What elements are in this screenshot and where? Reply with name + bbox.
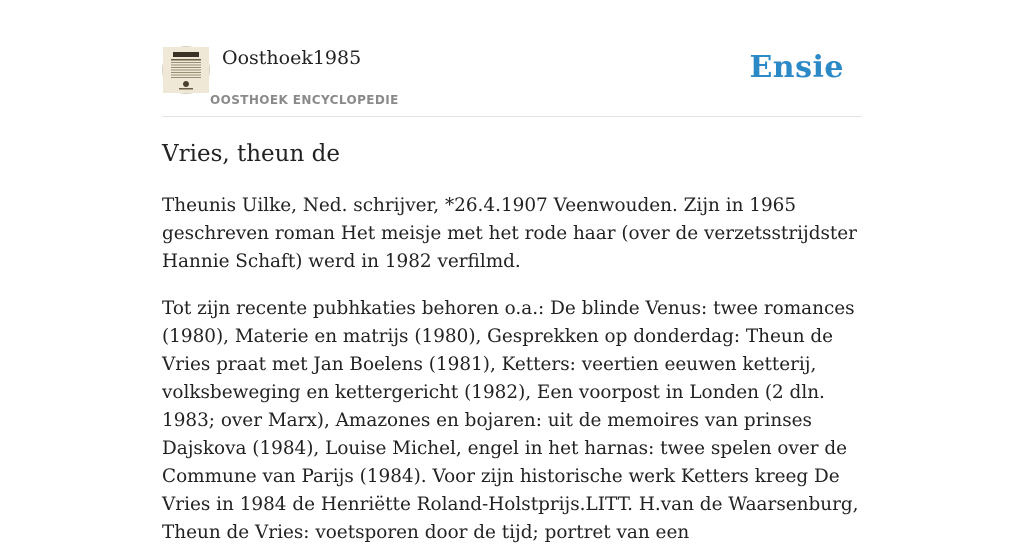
avatar[interactable] [162,46,210,94]
author-name[interactable]: Oosthoek1985 [222,47,362,69]
publisher-label[interactable]: OOSTHOEK ENCYCLOPEDIE [210,93,399,107]
article-paragraph-2: Tot zijn recente pubhkaties behoren o.a.: De blinde Venus: twee romances (1980), Materie en matrijs (1980), Gesprekken op donderdag: Theun de Vries praat met Jan Boelens (1981), Ketters: veertien eeuwen ketterij, volksbeweging en kettergericht (1982), Een voorpost in Londen (2 dln. 1983; over Marx), Amazones en bojaren: uit de memoires van prinses Dajskova (1984), Louise Michel, engel in het harnas: twee spelen over de Commune van Parijs (1984). Voor zijn historische werk Ketters kreeg De Vries in 1984 de Henriëtte Roland-Holstprijs.LITT. H.van de Waarsenburg, Theun de Vries: voetsporen door de tijd; portret van een [162,298,859,543]
brand-logo[interactable]: Ensie [749,50,844,85]
book-cover-icon [163,47,209,93]
article-header [162,0,862,117]
page-title: Vries, theun de [162,141,340,167]
article-paragraph-1: Theunis Uilke, Ned. schrijver, *26.4.1907 Veenwouden. Zijn in 1965 geschreven roman Het meisje met het rode haar (over de verzetsstrijdster Hannie Schaft) werd in 1982 verfilmd. [162,195,857,272]
page-container [162,0,862,543]
